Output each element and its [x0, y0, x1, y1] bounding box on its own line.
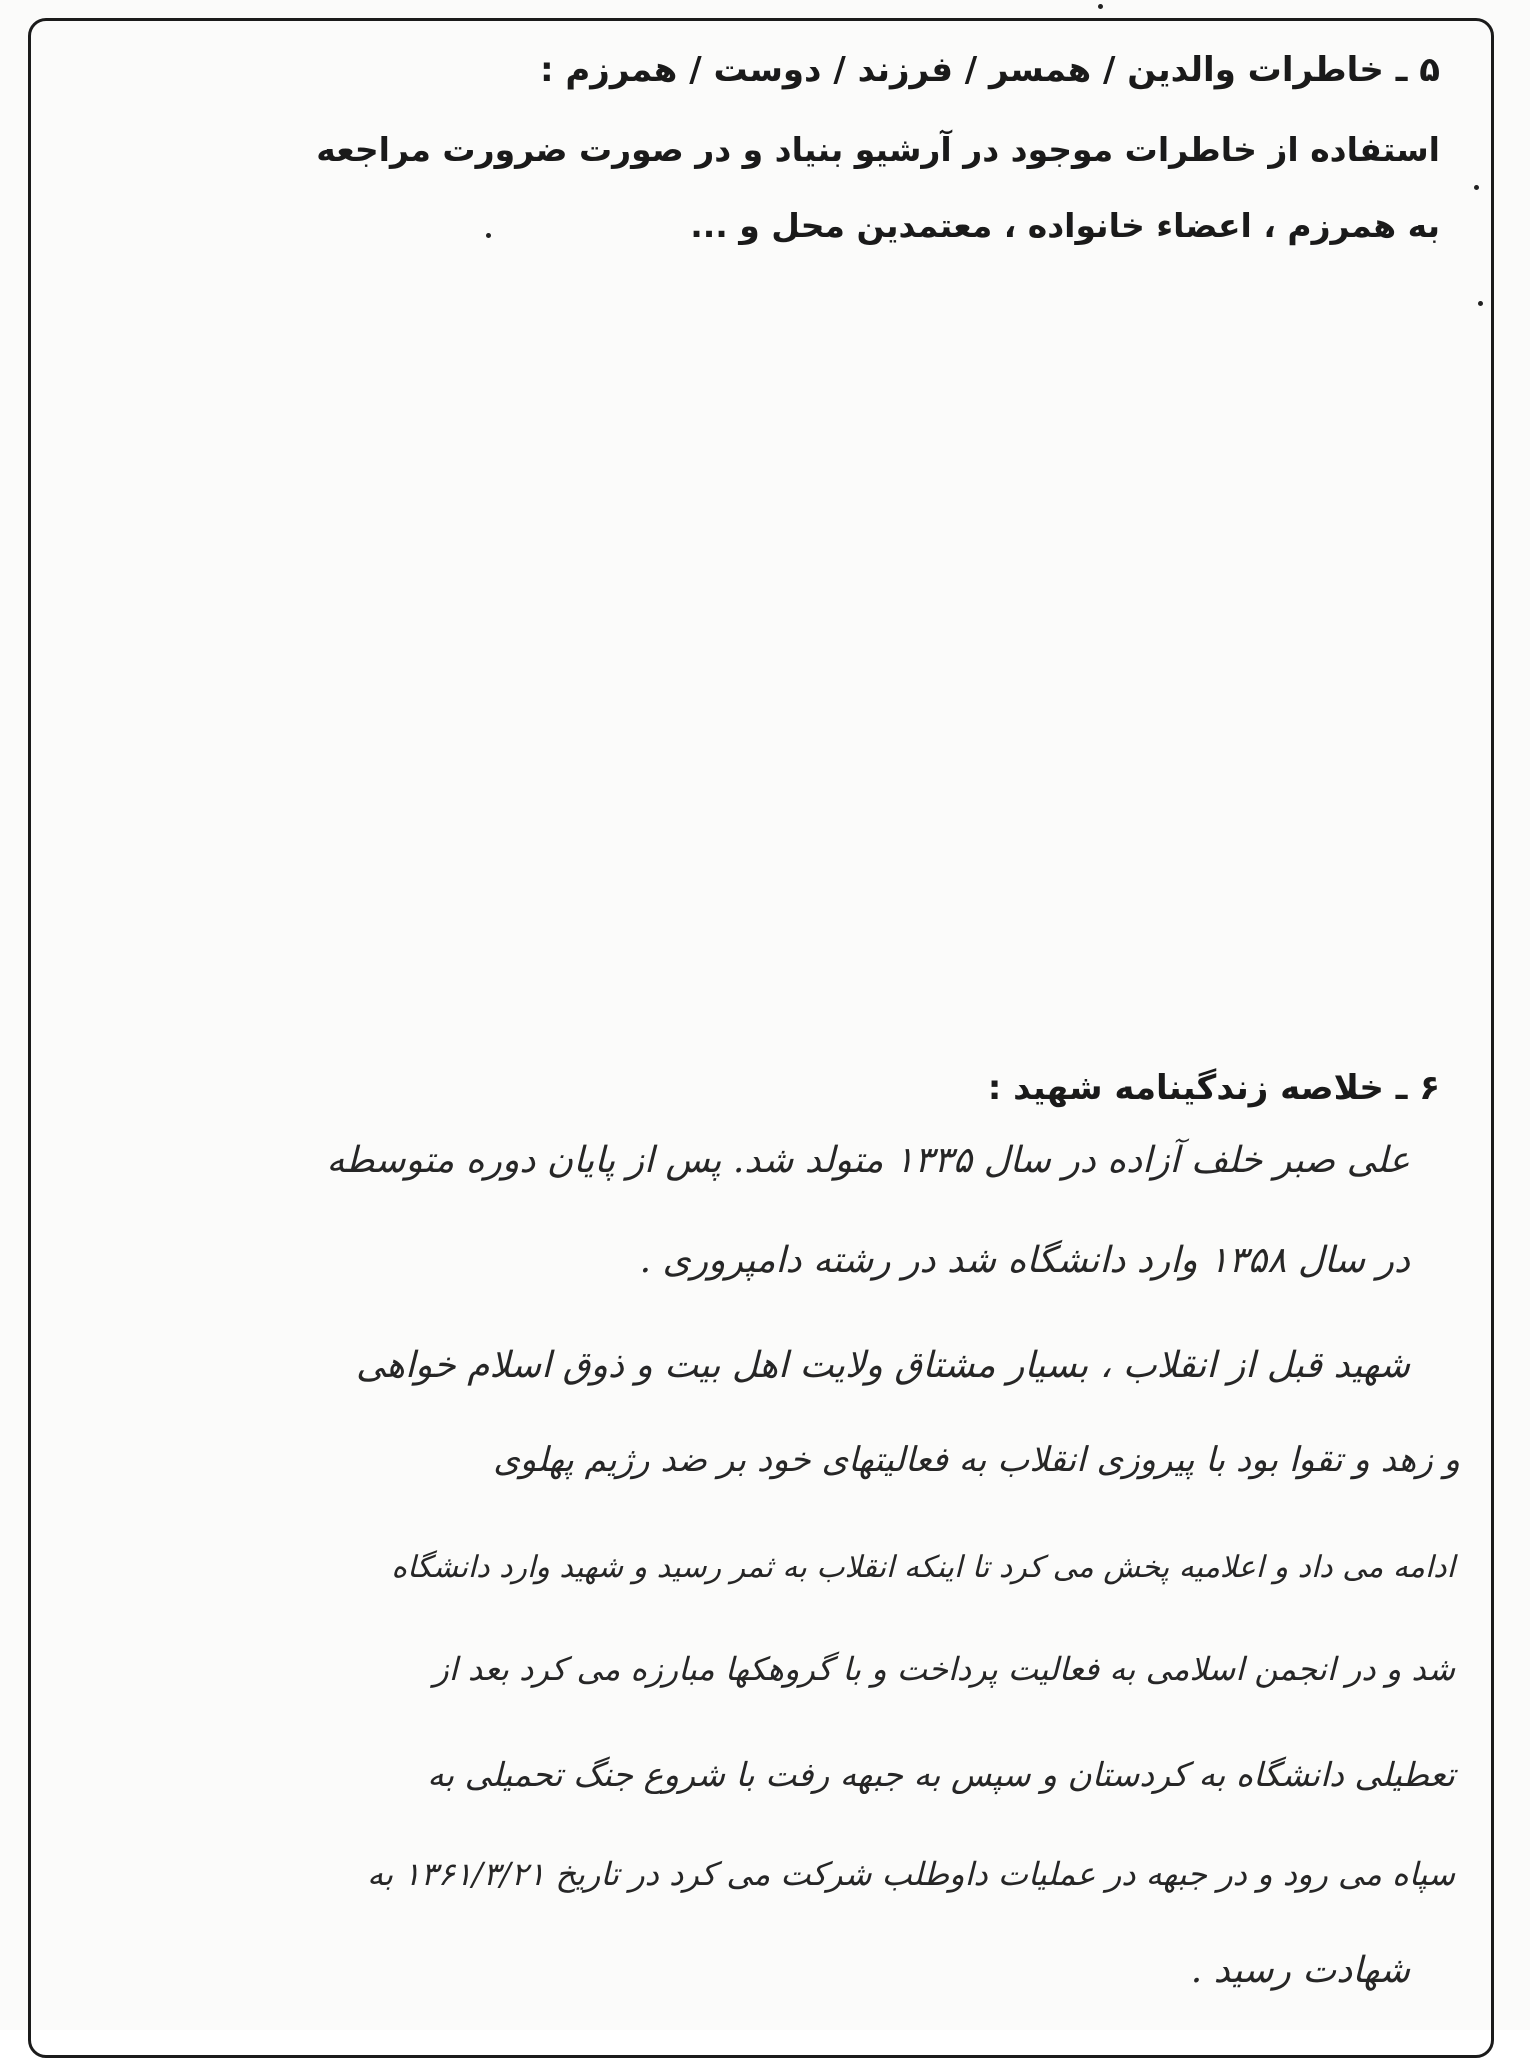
biography-handwritten-line-8: سپاه می رود و در جبهه در عملیات داوطلب شرکت می کرد در تاریخ ۱۳۶۱/۳/۲۱ به [367, 1855, 1455, 1893]
scan-speck [1098, 4, 1103, 9]
section-5-heading: ۵ ـ خاطرات والدین / همسر / فرزند / دوست / همرزم : [539, 50, 1440, 90]
margin-dot [1474, 185, 1479, 190]
section-5-text-line-2: به همرزم ، اعضاء خانواده ، معتمدین محل و ... [690, 206, 1440, 245]
biography-handwritten-line-1: علی صبر خلف آزاده در سال ۱۳۳۵ متولد شد. پس از پایان دوره متوسطه [326, 1140, 1410, 1181]
biography-handwritten-line-3: شهید قبل از انقلاب ، بسیار مشتاق ولایت اهل بیت و ذوق اسلام خواهی [355, 1345, 1410, 1386]
margin-dot [486, 233, 491, 238]
biography-handwritten-line-2: در سال ۱۳۵۸ وارد دانشگاه شد در رشته دامپروری . [639, 1240, 1410, 1281]
biography-handwritten-line-5: ادامه می داد و اعلامیه پخش می کرد تا اینکه انقلاب به ثمر رسید و شهید وارد دانشگاه [391, 1550, 1455, 1585]
margin-dot [1478, 301, 1483, 306]
biography-handwritten-line-9: شهادت رسید . [1190, 1950, 1410, 1991]
biography-handwritten-line-6: شد و در انجمن اسلامی به فعالیت پرداخت و با گروهکها مبارزه می کرد بعد از [433, 1650, 1455, 1688]
biography-handwritten-line-7: تعطیلی دانشگاه به کردستان و سپس به جبهه رفت با شروع جنگ تحمیلی به [427, 1755, 1455, 1794]
section-5-text-line-1: استفاده از خاطرات موجود در آرشیو بنیاد و در صورت ضرورت مراجعه [316, 130, 1440, 169]
section-6-heading: ۶ ـ خلاصه زندگینامه شهید : [987, 1068, 1440, 1108]
biography-handwritten-line-4: و زهد و تقوا بود با پیروزی انقلاب به فعالیتهای خود بر ضد رژیم پهلوی [493, 1440, 1460, 1480]
page-border-frame [28, 18, 1494, 2058]
